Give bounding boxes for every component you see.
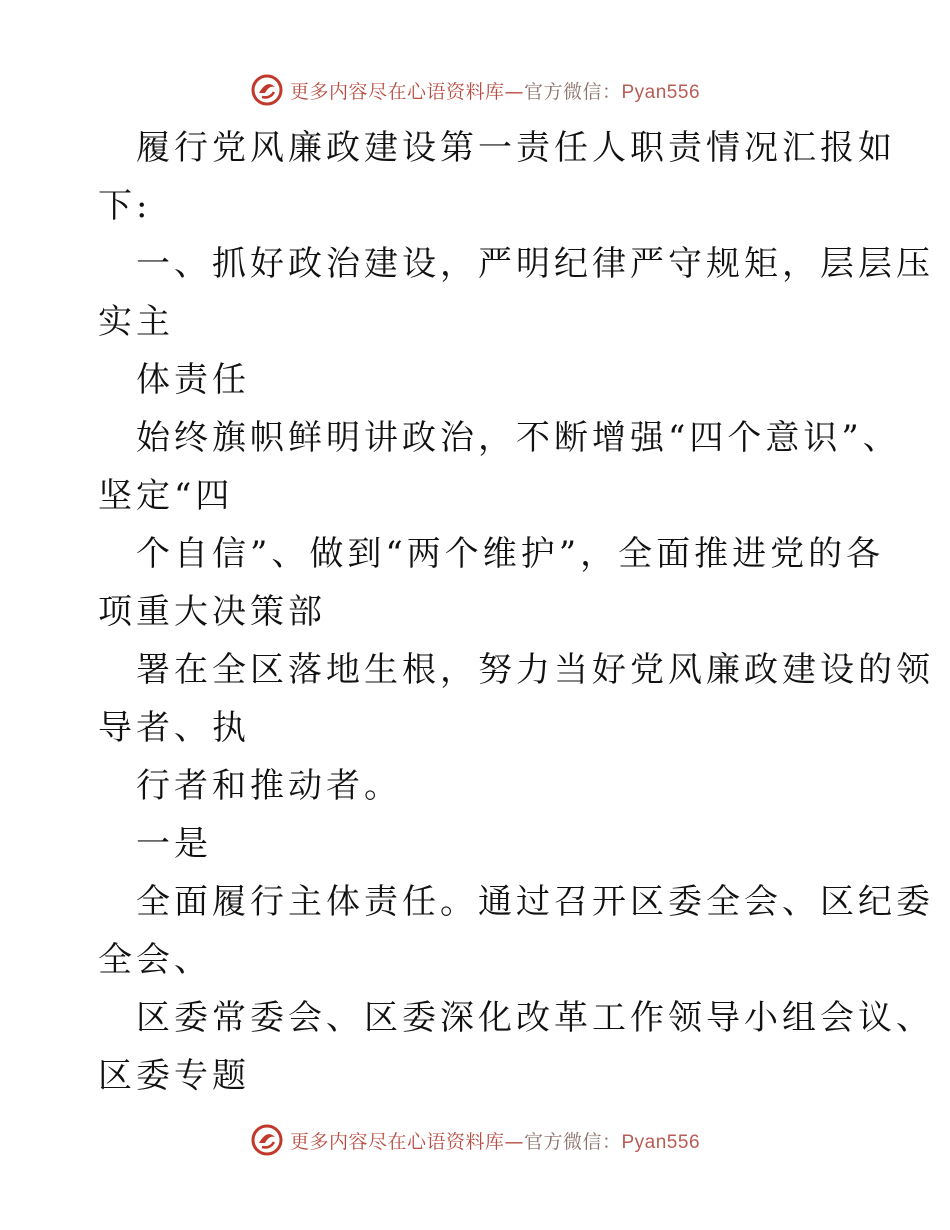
- watermark-header: [0, 70, 950, 110]
- body-line: 行者和推动者。: [136, 766, 402, 806]
- body-line: 坚定“四: [98, 476, 234, 516]
- watermark-text: [290, 1127, 700, 1154]
- body-line: 实主: [98, 302, 174, 342]
- swirl-logo-icon: [250, 1123, 284, 1157]
- body-line: 项重大决策部: [98, 592, 326, 632]
- swirl-logo-icon: [250, 73, 284, 107]
- body-line: 署在全区落地生根，努力当好党风廉政建设的领: [136, 650, 934, 690]
- body-line: 全面履行主体责任。通过召开区委全会、区纪委: [136, 882, 934, 922]
- watermark-text: [290, 77, 700, 104]
- body-line: 履行党风廉政建设第一责任人职责情况汇报如: [136, 128, 896, 168]
- body-line: 始终旗帜鲜明讲政治，不断增强“四个意识”、: [136, 418, 901, 458]
- watermark-label: 官方微信：: [523, 80, 622, 103]
- watermark-wechat-id: Pyan556: [621, 81, 701, 103]
- watermark-separator: —: [504, 80, 524, 103]
- watermark-wechat-id: Pyan556: [621, 1131, 701, 1153]
- body-line: 个自信”、做到“两个维护”，全面推进党的各: [136, 534, 885, 574]
- body-line: 体责任: [136, 360, 250, 400]
- body-line: 区委常委会、区委深化改革工作领导小组会议、: [136, 998, 934, 1038]
- watermark-brand: 更多内容尽在心语资料库: [289, 80, 505, 103]
- body-line: 全会、: [98, 940, 212, 980]
- body-line: 一是: [136, 824, 212, 864]
- body-line: 区委专题: [98, 1056, 250, 1096]
- body-line: 一、抓好政治建设，严明纪律严守规矩，层层压: [136, 244, 934, 284]
- watermark-label: 官方微信：: [523, 1130, 622, 1153]
- body-line: 下:: [98, 186, 152, 226]
- watermark-separator: —: [504, 1130, 524, 1153]
- body-line: 导者、执: [98, 708, 250, 748]
- watermark-brand: 更多内容尽在心语资料库: [289, 1130, 505, 1153]
- watermark-footer: [0, 1120, 950, 1160]
